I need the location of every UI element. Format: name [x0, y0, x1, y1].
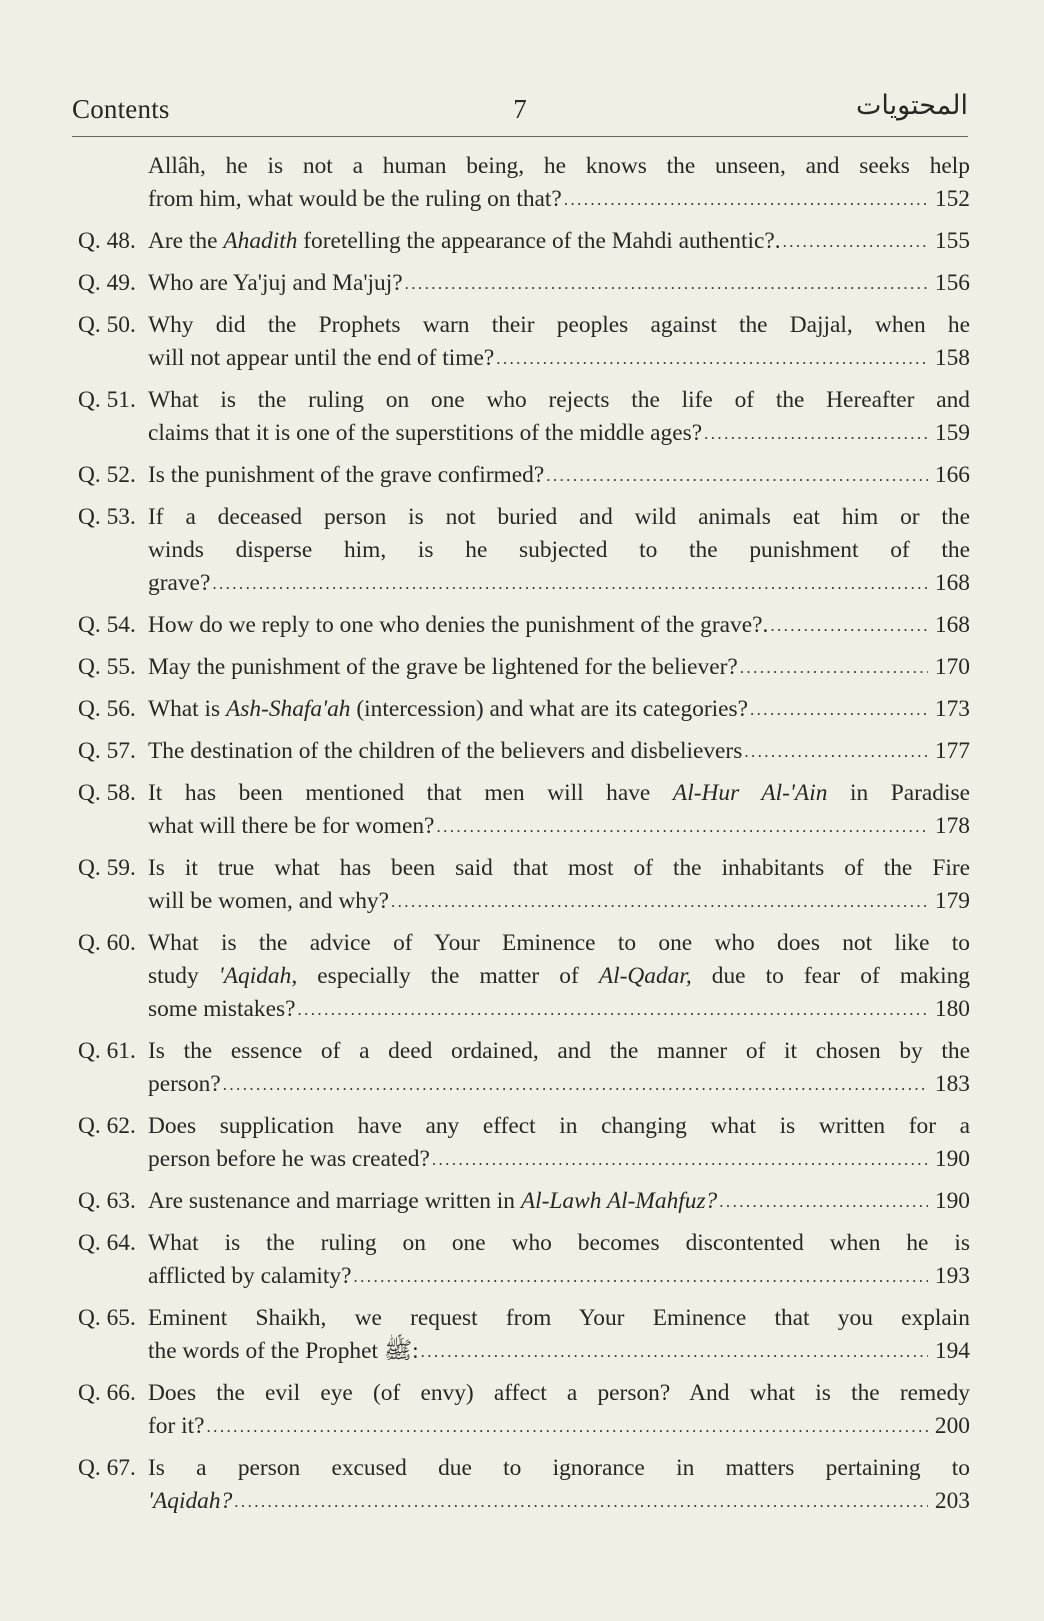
entry-page-number[interactable]: 190	[934, 1188, 970, 1214]
entry-page-number[interactable]: 177	[934, 738, 970, 764]
entry-line: What is the ruling on one who rejects the life of the Hereafter and	[148, 387, 970, 413]
entry-title-end	[148, 1260, 352, 1293]
entry-title-end	[148, 1485, 232, 1518]
question-number: Q. 49.	[78, 270, 136, 296]
entry-last-line	[148, 1260, 970, 1294]
entry-line: Does supplication have any effect in changing what is written for a	[148, 1113, 970, 1139]
entry-text-part: May the punishment of the grave be lightened for the believer?	[148, 654, 738, 680]
dot-leader	[421, 1335, 928, 1368]
entry-body	[148, 651, 970, 685]
question-number: Q. 62.	[78, 1113, 136, 1139]
entry-body	[148, 1110, 970, 1177]
entry-page-number[interactable]: 183	[934, 1071, 970, 1097]
entry-last-line	[148, 342, 970, 376]
entry-body	[148, 384, 970, 451]
entry-title-end	[148, 651, 738, 684]
entry-page-number[interactable]: 155	[934, 228, 970, 254]
entry-body	[148, 267, 970, 301]
toc-entry[interactable]	[78, 1110, 970, 1177]
entry-text-part: What is	[148, 696, 226, 722]
entry-last-line	[148, 459, 970, 493]
entry-page-number[interactable]: 178	[934, 813, 970, 839]
entry-body	[148, 927, 970, 1027]
dot-leader	[496, 342, 928, 375]
entry-text-part: Ahadith	[223, 228, 298, 254]
entry-body	[148, 501, 970, 601]
entry-text-part: study	[148, 963, 219, 989]
entry-page-number[interactable]: 168	[934, 570, 970, 596]
dot-leader	[744, 735, 928, 768]
entry-text-part: due to fear of making	[691, 963, 970, 989]
entry-text-part: Is the punishment of the grave confirmed?	[148, 462, 545, 488]
toc-entry[interactable]	[78, 150, 970, 217]
header-rule	[72, 136, 968, 137]
dot-leader	[740, 651, 928, 684]
dot-leader	[719, 1185, 928, 1218]
entry-text-part: Al-Lawh Al-Mahfuz?	[520, 1188, 718, 1214]
entry-page-number[interactable]: 190	[934, 1146, 970, 1172]
question-number: Q. 56.	[78, 696, 136, 722]
entry-body	[148, 150, 970, 217]
entry-title-end	[148, 693, 748, 726]
entry-last-line	[148, 1143, 970, 1177]
entry-last-line	[148, 183, 970, 217]
entry-page-number[interactable]: 180	[934, 996, 970, 1022]
entry-title-end	[148, 885, 389, 918]
entry-line: Allâh, he is not a human being, he knows the unseen, and seeks help	[148, 153, 970, 179]
entry-last-line	[148, 693, 970, 727]
entry-text-part: what will there be for women?	[148, 813, 435, 839]
entry-text-part: Al-Qadar,	[598, 963, 692, 989]
toc-entry[interactable]	[78, 267, 970, 301]
entry-text-part: especially the matter of	[297, 963, 599, 989]
entry-title-end	[148, 993, 295, 1026]
question-number: Q. 63.	[78, 1188, 136, 1214]
question-number: Q. 51.	[78, 387, 136, 413]
question-number: Q. 65.	[78, 1305, 136, 1331]
dot-leader	[546, 459, 928, 492]
entry-body	[148, 309, 970, 376]
toc-entry[interactable]	[78, 609, 970, 643]
question-number: Q. 59.	[78, 855, 136, 881]
entry-title-end	[148, 225, 781, 258]
entry-body	[148, 1452, 970, 1519]
question-number: Q. 52.	[78, 462, 136, 488]
entry-page-number[interactable]: 194	[934, 1338, 970, 1364]
entry-last-line	[148, 417, 970, 451]
entry-last-line	[148, 567, 970, 601]
entry-line: Is the essence of a deed ordained, and the manner of it chosen by the	[148, 1038, 970, 1064]
entry-title-end	[148, 342, 494, 375]
entry-text-part: the words of the Prophet ﷺ:	[148, 1338, 419, 1364]
toc-entry[interactable]	[78, 1377, 970, 1444]
entry-text-part: will be women, and why?	[148, 888, 389, 914]
dot-leader	[750, 693, 928, 726]
entry-text-part: foretelling the appearance of the Mahdi authentic?.	[297, 228, 781, 254]
entry-line: Is it true what has been said that most of the inhabitants of the Fire	[148, 855, 970, 881]
entry-title-end	[148, 810, 434, 843]
toc-entry[interactable]	[78, 1035, 970, 1102]
entry-line: Is a person excused due to ignorance in matters pertaining to	[148, 1455, 970, 1481]
question-number: Q. 66.	[78, 1380, 136, 1406]
entry-body	[148, 693, 970, 727]
entry-line	[148, 960, 970, 993]
entry-body	[148, 1035, 970, 1102]
entry-line: If a deceased person is not buried and wild animals eat him or the	[148, 504, 970, 530]
entry-line	[148, 777, 970, 810]
entry-title-end	[148, 183, 562, 216]
dot-leader	[770, 609, 928, 642]
dot-leader	[223, 1068, 928, 1101]
entry-title-end	[148, 1335, 419, 1368]
entry-last-line	[148, 1485, 970, 1519]
entry-text-part: What is the advice of Your Eminence to one who does not like to	[148, 930, 970, 956]
question-number: Q. 60.	[78, 930, 136, 956]
entry-text-part: from him, what would be the ruling on that?	[148, 186, 562, 212]
entry-last-line	[148, 735, 970, 769]
toc-entry[interactable]	[78, 1452, 970, 1519]
entry-last-line	[148, 225, 970, 259]
entry-text-part: some mistakes?	[148, 996, 296, 1022]
entry-text-part: for it?	[148, 1413, 205, 1439]
question-number: Q. 67.	[78, 1455, 136, 1481]
question-number: Q. 55.	[78, 654, 136, 680]
entry-text-part: will not appear until the end of time?	[148, 345, 495, 371]
entry-text-part: 'Aqidah,	[218, 963, 298, 989]
entry-last-line	[148, 810, 970, 844]
entry-line: What is the ruling on one who becomes discontented when he is	[148, 1230, 970, 1256]
entry-text-part: Are the	[148, 228, 224, 254]
entry-body	[148, 852, 970, 919]
running-header	[72, 90, 968, 130]
entry-text-part: 'Aqidah?	[148, 1488, 233, 1514]
entry-body	[148, 1302, 970, 1369]
entry-text-part: person before he was created?	[148, 1146, 430, 1172]
toc-entry[interactable]	[78, 459, 970, 493]
entry-last-line	[148, 609, 970, 643]
entry-text-part: Al-Hur Al-'Ain	[672, 780, 828, 806]
toc-entry[interactable]	[78, 225, 970, 259]
toc-entry[interactable]	[78, 501, 970, 601]
toc-entry[interactable]	[78, 309, 970, 376]
entry-text-part: claims that it is one of the superstitions of the middle ages?	[148, 420, 703, 446]
entry-body	[148, 225, 970, 259]
entry-text-part: Who are Ya'juj and Ma'juj?	[148, 270, 403, 296]
question-number: Q. 58.	[78, 780, 136, 806]
entry-last-line	[148, 885, 970, 919]
entry-last-line	[148, 993, 970, 1027]
entry-text-part: in Paradise	[827, 780, 970, 806]
question-number: Q. 48.	[78, 228, 136, 254]
entry-title-end	[148, 1185, 717, 1218]
entry-body	[148, 1377, 970, 1444]
question-number: Q. 50.	[78, 312, 136, 338]
toc-entry[interactable]	[78, 852, 970, 919]
entry-page-number[interactable]: 166	[934, 462, 970, 488]
entry-title-end	[148, 609, 768, 642]
entry-last-line	[148, 1068, 970, 1102]
entry-page-number[interactable]: 203	[934, 1488, 970, 1514]
entry-page-number[interactable]: 152	[934, 186, 970, 212]
entry-text-part: It has been mentioned that men will have	[148, 780, 673, 806]
table-of-contents	[78, 150, 970, 1527]
entry-page-number[interactable]: 168	[934, 612, 970, 638]
entry-text-part: person?	[148, 1071, 221, 1097]
entry-body	[148, 1185, 970, 1219]
entry-last-line	[148, 1410, 970, 1444]
dot-leader	[405, 267, 928, 300]
entry-line: Why did the Prophets warn their peoples against the Dajjal, when he	[148, 312, 970, 338]
entry-last-line	[148, 651, 970, 685]
question-number: Q. 64.	[78, 1230, 136, 1256]
section-title: Contents	[72, 94, 170, 124]
question-number: Q. 53.	[78, 504, 136, 530]
entry-page-number[interactable]: 173	[934, 696, 970, 722]
dot-leader	[391, 885, 928, 918]
question-number: Q. 54.	[78, 612, 136, 638]
toc-entry[interactable]	[78, 1302, 970, 1369]
entry-text-part: afflicted by calamity?	[148, 1263, 352, 1289]
entry-body	[148, 777, 970, 844]
dot-leader	[704, 417, 928, 450]
entry-page-number[interactable]: 156	[934, 270, 970, 296]
entry-title-end	[148, 1410, 205, 1443]
question-number: Q. 57.	[78, 738, 136, 764]
page-number: 7	[513, 94, 527, 124]
dot-leader	[212, 567, 928, 600]
entry-page-number[interactable]: 200	[934, 1413, 970, 1439]
entry-title-end	[148, 1143, 430, 1176]
dot-leader	[783, 225, 928, 258]
dot-leader	[436, 810, 928, 843]
toc-entry[interactable]	[78, 693, 970, 727]
entry-title-end	[148, 735, 742, 768]
entry-text-part: The destination of the children of the believers and disbelievers	[148, 738, 743, 764]
entry-title-end	[148, 567, 210, 600]
dot-leader	[354, 1260, 929, 1293]
entry-text-part: How do we reply to one who denies the punishment of the grave?.	[148, 612, 769, 638]
entry-page-number[interactable]: 158	[934, 345, 970, 371]
toc-entry[interactable]	[78, 735, 970, 769]
dot-leader	[234, 1485, 928, 1518]
entry-title-end	[148, 267, 403, 300]
entry-line: Eminent Shaikh, we request from Your Eminence that you explain	[148, 1305, 970, 1331]
entry-body	[148, 735, 970, 769]
entry-line	[148, 927, 970, 960]
entry-title-end	[148, 1068, 221, 1101]
dot-leader	[432, 1143, 928, 1176]
dot-leader	[564, 183, 928, 216]
entry-page-number[interactable]: 193	[934, 1263, 970, 1289]
entry-text-part: (intercession) and what are its categories?	[350, 696, 748, 722]
dot-leader	[207, 1410, 928, 1443]
entry-line: Does the evil eye (of envy) affect a person? And what is the remedy	[148, 1380, 970, 1406]
entry-line: winds disperse him, is he subjected to the punishment of the	[148, 537, 970, 563]
entry-text-part: Are sustenance and marriage written in	[148, 1188, 521, 1214]
entry-last-line	[148, 267, 970, 301]
question-number: Q. 61.	[78, 1038, 136, 1064]
entry-page-number[interactable]: 159	[934, 420, 970, 446]
toc-entry[interactable]	[78, 927, 970, 1027]
entry-title-end	[148, 459, 544, 492]
entry-text-part: grave?	[148, 570, 211, 596]
entry-text-part: Ash-Shafa'ah	[225, 696, 351, 722]
entry-last-line	[148, 1335, 970, 1369]
entry-body	[148, 1227, 970, 1294]
arabic-section-title: المحتويات	[855, 90, 968, 121]
entry-last-line	[148, 1185, 970, 1219]
dot-leader	[297, 993, 928, 1026]
entry-page-number[interactable]: 170	[934, 654, 970, 680]
toc-entry[interactable]	[78, 651, 970, 685]
toc-entry[interactable]	[78, 777, 970, 844]
toc-entry[interactable]	[78, 1185, 970, 1219]
entry-body	[148, 459, 970, 493]
toc-entry[interactable]	[78, 384, 970, 451]
toc-entry[interactable]	[78, 1227, 970, 1294]
entry-title-end	[148, 417, 702, 450]
entry-body	[148, 609, 970, 643]
entry-page-number[interactable]: 179	[934, 888, 970, 914]
